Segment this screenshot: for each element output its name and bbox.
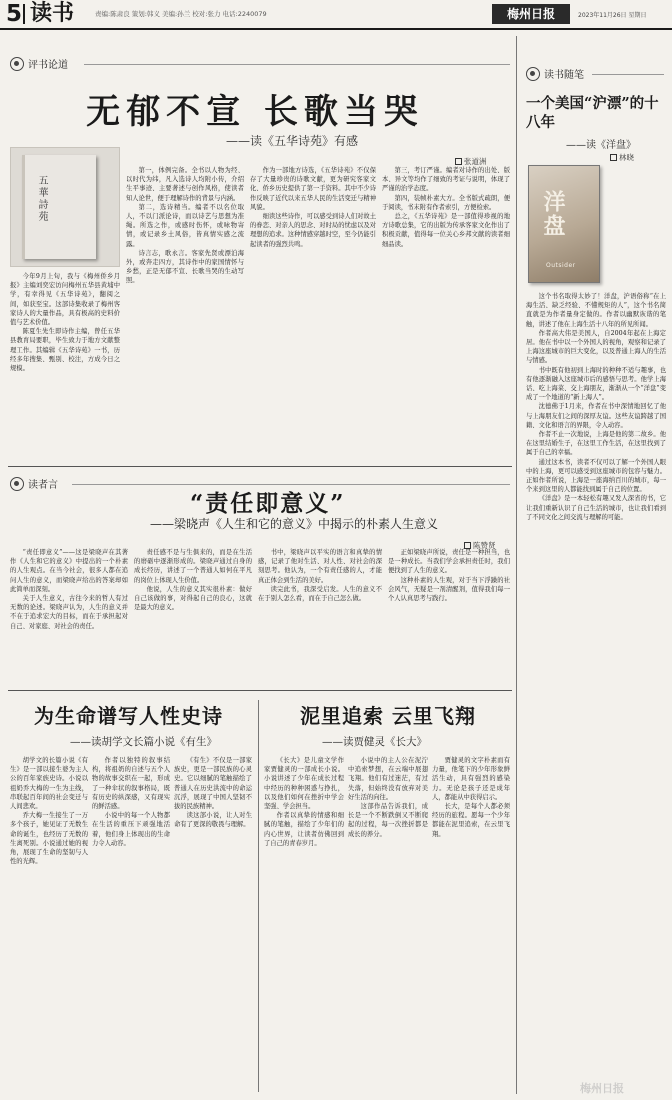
right-cover-english: Outsider [546, 262, 576, 269]
watermark-logo: 梅州日报 [580, 1082, 624, 1095]
paragraph: 小说中的主人公在泥泞中追索梦想，在云端中展翅飞翔。他们有过迷茫，有过失落，但始终没有放弃对美好生活的向往。 [348, 757, 428, 801]
article1-column-4 [382, 166, 510, 452]
paragraph: 第四，装帧朴素大方。全书版式疏朗，便于阅读，书末附有作者索引，方便检索。 [382, 194, 510, 211]
right-cover-title: 洋盘 [540, 190, 566, 238]
section-divider [8, 466, 512, 467]
paragraph: 长大，是每个人都必须经历的旅程。愿每一个少年都能在泥里追索，在云里飞翔。 [432, 803, 510, 838]
paragraph: 今年9月上旬，我与《梅州侨乡月报》主编刘奕宏访问梅州五华县黄埔中学，有幸得见《五华诗苑》，翻阅之间，如获至宝。这部诗集收录了梅州客家诗人的大量作品，具有极高的史料价值与艺术价值。 [10, 273, 120, 327]
article1-headline: 无郁不宣 长歌当哭 [86, 92, 424, 132]
tag-rule [84, 64, 510, 65]
article2-subtitle: ——梁晓声《人生和它的意义》中揭示的朴素人生意义 [150, 517, 439, 531]
section-divider [8, 690, 512, 691]
article2-column-2 [134, 548, 252, 682]
article2-author: 陈赞贤 [473, 541, 496, 550]
paragraph: 乔大梅一生接生了一万多个孩子，她见证了无数生命的诞生，也经历了无数的生离死别。小说通过她的视角，展现了生命的坚韧与人性的光辉。 [10, 812, 88, 866]
paragraph: 他说，人生的意义其实很朴素：做好自己该做的事，对得起自己的良心，这就是最大的意义。 [134, 585, 252, 612]
paragraph: 贾健灵的文字朴素而有力量，他笔下的少年形象鲜活生动，具有强烈的感染力。无论是孩子还是成年人，都能从中获得启示。 [432, 757, 510, 801]
speech-icon [10, 477, 24, 491]
article1-column-1 [10, 272, 120, 452]
paragraph: 第三，考订严谨。编者对诗作的出处、版本、异文等均作了细致的考证与说明，体现了严谨的治学态度。 [382, 167, 510, 193]
paragraph: 第二，选诗精当。编者不以名位取人，不以门派论诗，而以诗艺与思想为准绳。所选之作，或感时伤怀，或咏物寄情，或记录乡土风俗，皆真情实感之流露。 [126, 203, 244, 248]
paragraph: 这部作品告诉我们，成长是一个不断跌倒又不断爬起的过程，每一次挫折都是成长的养分。 [348, 803, 428, 838]
paragraph: 作者高大伟是美国人，自2004年起在上海定居。他在书中以一个外国人的视角，观察和记录了上海这座城市的巨大变化，以及普通上海人的生活与情感。 [526, 329, 666, 365]
paragraph: 总之，《五华诗苑》是一部值得珍视的地方诗歌总集，它的出版为传承客家文化作出了积极贡献，值得每一位关心乡邦文献的读者细细品读。 [382, 213, 510, 248]
paragraph: 正如梁晓声所说，责任是一种担当，也是一种成长。当我们学会承担责任时，我们便找到了人生的意义。 [388, 549, 510, 575]
article3-column-2 [92, 756, 170, 1092]
article3-headline: 为生命谱写人性史诗 [34, 704, 223, 728]
right-byline [610, 152, 634, 163]
paragraph: 作者不止一次地说，上海是他的第二故乡。他在这里结婚生子，在这里工作生活，在这里找到了属于自己的幸福。 [526, 431, 666, 457]
article2-column-3 [258, 548, 382, 682]
article3-column-1 [10, 756, 88, 1092]
paragraph: 细读这些诗作，可以感受到诗人们对故土的眷恋、对亲人的思念、对时局的忧虑以及对理想的追求。这种情感穿越时空，至今仍能引起读者的强烈共鸣。 [250, 213, 376, 248]
review-tag [10, 56, 68, 71]
article2-headline: “责任即意义” [190, 490, 346, 517]
paragraph: 读这部小说，让人对生命有了更深的敬畏与理解。 [174, 812, 252, 829]
paragraph: 书中既有他初到上海时的种种不适与趣事，也有他逐渐融入这座城市后的感悟与思考。他学上海话、吃上海菜、交上海朋友，渐渐从一个“洋盘”变成了一个地道的“新上海人”。 [526, 366, 666, 402]
paragraph: 第一，体例完备。全书以人物为经、以时代为纬，凡入选诗人均附小传，介绍生平事迹、主要著述与创作风格，使读者知人论世，便于理解诗作的背景与内涵。 [126, 167, 244, 202]
right-author: 林晓 [619, 153, 634, 162]
paragraph: 沈德佛于1月来，作者在书中深情地回忆了他与上海朋友们之间的深厚友谊。这些友谊跨越了国籍、文化和语言的界限，令人动容。 [526, 403, 666, 429]
paragraph: 作者以独特的叙事结构，将祖奶的自述与五个人物的故事交织在一起，形成了一种伞状的叙事格局，既有历史的纵深感，又有现实的鲜活感。 [92, 757, 170, 811]
article1-author: 张道洲 [464, 157, 487, 166]
header-divider [23, 4, 25, 24]
tag-rule [592, 74, 664, 75]
paragraph: 陈夏生先生即诗作主编，曾任五华县教育局要职，毕生致力于地方文献整理工作。其编辑《五华诗苑》一书，历经多年搜集、甄别、校注，方成今日之规模。 [10, 328, 120, 373]
paragraph: 小说中的每一个人物都在生活的重压下顽强地活着，他们身上体现出的生命力令人动容。 [92, 812, 170, 847]
article2-column-4 [388, 548, 510, 682]
notes-tag [526, 66, 584, 81]
paragraph: 责任感不是与生俱来的，而是在生活的磨砺中逐渐形成的。梁晓声通过自身的成长经历，讲述了一个普通人如何在平凡的岗位上体现人生价值。 [134, 549, 252, 584]
article4-column-2 [348, 756, 428, 1092]
paragraph: 《长大》是儿童文学作家贾健灵的一部成长小说。小说讲述了少年在成长过程中经历的种种困惑与挣扎，以及他们如何在挫折中学会坚强、学会担当。 [264, 757, 344, 811]
reader-tag-label: 读者言 [28, 480, 58, 491]
paragraph: 读完此书，我深受启发。人生的意义不在于别人怎么看，而在于自己怎么做。 [258, 585, 382, 603]
article4-headline: 泥里追索 云里飞翔 [300, 704, 476, 728]
article4-column-3 [432, 756, 510, 1092]
article1-column-2 [126, 166, 244, 452]
article3-subtitle: ——读胡学文长篇小说《有生》 [70, 736, 217, 748]
byline-box-icon [610, 154, 617, 161]
paragraph: 诗言志，歌永言。客家先贤或漂泊海外，或奔走四方，其诗作中的家国情怀与乡愁，正是无郁不宣、长歌当哭的生动写照。 [126, 249, 244, 285]
reader-tag [10, 476, 58, 491]
article2-column-1 [10, 548, 128, 682]
column-divider [258, 700, 259, 1092]
paragraph: 这个书名取得太妙了！洋盘，沪语俗称“在上海生活、缺乏经验、不懂规矩的人”，这个书名简直就是为作者量身定做的。作者以幽默诙谐的笔触，讲述了他在上海生活十八年的所见所闻。 [526, 293, 666, 328]
book-cover-title: 五華詩苑 [36, 175, 47, 223]
review-tag-label: 评书论道 [28, 60, 68, 71]
book-icon [526, 67, 540, 81]
article4-column-1 [264, 756, 344, 1092]
dateline: 2023年11月26日 星期日 [578, 12, 647, 19]
paragraph: 书中，梁晓声以平实的语言和真挚的情感，记录了他对生活、对人性、对社会的深刻思考。他认为，一个有责任感的人，才能真正体会到生活的美好。 [258, 549, 382, 584]
paragraph: 这种朴素的人生观，对于当下浮躁的社会风气，无疑是一剂清醒剂，值得我们每一个人认真思考与践行。 [388, 576, 510, 603]
page-header [0, 0, 672, 30]
article3-column-3 [174, 756, 252, 1092]
column-divider [516, 36, 517, 1094]
paragraph: 作者以真挚的情感和细腻的笔触，描绘了少年们的内心世界，让读者仿佛回到了自己的青春岁月。 [264, 812, 344, 847]
paragraph: 通过这本书，读者不仅可以了解一个外国人眼中的上海，更可以感受到这座城市的包容与魅力。正如作者所说，上海是一座海纳百川的城市，每一个来到这里的人都能找到属于自己的位置。 [526, 458, 666, 494]
byline-box-icon [455, 158, 462, 165]
paragraph: 作为一部地方诗选，《五华诗苑》不仅保存了大量珍贵的诗歌文献，更为研究客家文化、侨乡历史提供了第一手资料。其中不少诗作反映了近代以来五华人民的生活变迁与精神风貌。 [250, 167, 376, 211]
article1-column-3 [250, 166, 376, 452]
paragraph: 《有生》不仅是一部家族史，更是一部民族的心灵史。它以细腻的笔触描绘了普通人在历史洪流中的命运沉浮，展现了中国人坚韧不拔的民族精神。 [174, 757, 252, 811]
quill-icon [10, 57, 24, 71]
paragraph: “责任即意义”——这是梁晓声在其著作《人生和它的意义》中提出的一个朴素的人生观点。在当今社会，很多人都在追问人生的意义，而梁晓声给出的答案却如此简单而深刻。 [10, 549, 128, 593]
newspaper-masthead: 梅州日报 [492, 4, 570, 24]
right-subtitle: ——读《洋盘》 [566, 140, 636, 151]
paragraph: 胡学文的长篇小说《有生》是一部以接生婆为主人公的百年家族史诗。小说以祖奶乔大梅的一生为主线，串联起百年间的社会变迁与人间悲欢。 [10, 757, 88, 811]
paragraph: 关于人生意义，古往今来的哲人有过无数的论述。梁晓声认为，人生的意义并不在于追求宏大的目标，而在于承担起对自己、对家庭、对社会的责任。 [10, 595, 128, 630]
article1-subtitle: ——读《五华诗苑》有感 [226, 134, 359, 148]
editor-credits: 责编:陈肃良 策划:韩义 美编:孙兰 校对:张力 电话:2240079 [95, 10, 267, 18]
right-headline: 一个美国“沪漂”的十八年 [526, 95, 659, 131]
notes-tag-label: 读书随笔 [544, 70, 584, 81]
paragraph: 《洋盘》是一本轻松有趣又发人深省的书，它让我们重新认识了自己生活的城市，也让我们看到了不同文化之间交流与理解的可能。 [526, 495, 666, 521]
right-column-body [526, 292, 666, 1092]
section-title: 读书 [30, 1, 75, 26]
page-number: 5 [6, 1, 23, 27]
article4-subtitle: ——读贾健灵《长大》 [322, 736, 427, 748]
